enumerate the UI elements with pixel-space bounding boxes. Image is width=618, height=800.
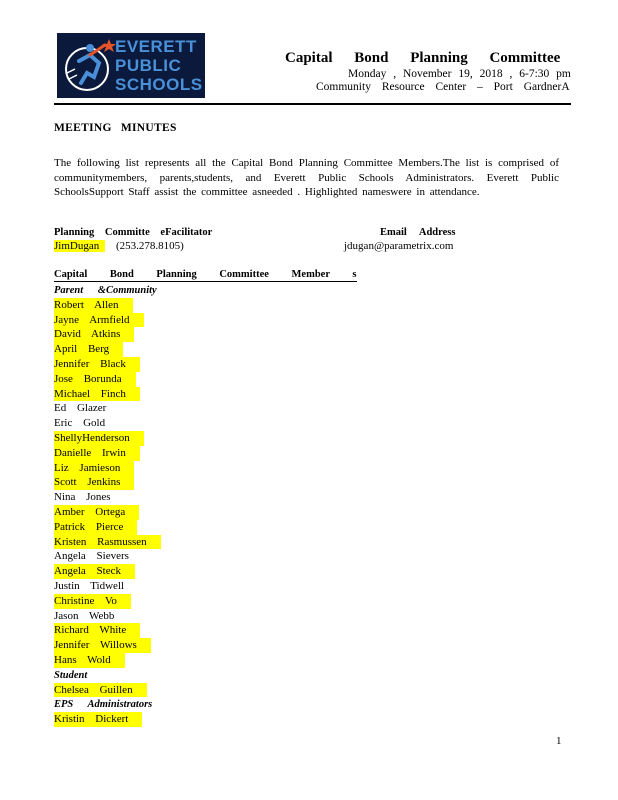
list-item xyxy=(54,609,161,624)
member-name: Chelsea Guillen xyxy=(54,683,147,698)
facilitator-name: JimDugan xyxy=(54,240,105,252)
member-name: Danielle Irwin xyxy=(54,446,140,461)
member-name: Jose Borunda xyxy=(54,372,136,387)
member-name: Nina Jones xyxy=(54,491,111,504)
group-label: EPS Administrators xyxy=(54,699,153,711)
list-item xyxy=(54,327,161,342)
member-name: Angela Sievers xyxy=(54,550,129,563)
member-name: Jennifer Willows xyxy=(54,638,151,653)
logo-wordmark: EVERETT PUBLIC SCHOOLS xyxy=(115,37,203,94)
member-name: Kristen Rasmussen xyxy=(54,535,161,550)
member-name: David Atkins xyxy=(54,327,134,342)
list-item xyxy=(54,594,161,609)
member-name: ShellyHenderson xyxy=(54,431,144,446)
member-name: Christine Vo xyxy=(54,594,131,609)
section-title: MEETING MINUTES xyxy=(54,122,177,134)
member-group-heading xyxy=(54,697,161,712)
document-title: Capital Bond Planning Committee xyxy=(285,50,561,66)
member-name: Amber Ortega xyxy=(54,505,139,520)
list-item xyxy=(54,357,161,372)
members-header: Capital Bond Planning Committee Member s xyxy=(54,269,357,280)
member-name: Kristin Dickert xyxy=(54,712,142,727)
facilitator-header: Planning Committe eFacilitator xyxy=(54,227,213,238)
list-item xyxy=(54,431,161,446)
list-item xyxy=(54,564,161,579)
facilitator-phone: (253.278.8105) xyxy=(116,240,184,252)
list-item xyxy=(54,475,161,490)
member-name: Liz Jamieson xyxy=(54,461,134,476)
list-item xyxy=(54,342,161,357)
facilitator-email: jdugan@parametrix.com xyxy=(344,240,454,252)
list-item xyxy=(54,549,161,564)
member-name: Richard White xyxy=(54,623,140,638)
list-item xyxy=(54,653,161,668)
everett-public-schools-logo xyxy=(57,33,205,98)
meeting-location: Community Resource Center – Port GardnerA xyxy=(316,81,570,93)
list-item xyxy=(54,446,161,461)
member-name: Michael Finch xyxy=(54,387,140,402)
list-item xyxy=(54,401,161,416)
list-item xyxy=(54,505,161,520)
header-divider xyxy=(54,103,571,105)
member-name: Hans Wold xyxy=(54,653,125,668)
member-name: Jason Webb xyxy=(54,609,115,622)
member-name: Jayne Armfield xyxy=(54,313,144,328)
member-name: Robert Allen xyxy=(54,298,133,313)
group-label: Parent &Community xyxy=(54,285,157,296)
list-item xyxy=(54,579,161,594)
meeting-date: Monday , November 19, 2018 , 6-7:30 pm xyxy=(348,68,571,80)
list-item xyxy=(54,712,161,727)
intro-paragraph: The following list represents all the Capital Bond Planning Committee Members.The list is comprised of communitymembers, parents,students, and Everett Public Schools Administrators. Everett Public SchoolsSupport Staff assist the committee asneeded . Highlighted nameswere in attendance. xyxy=(54,157,559,199)
member-name: Patrick Pierce xyxy=(54,520,137,535)
members-list xyxy=(54,283,161,727)
member-name: Justin Tidwell xyxy=(54,579,125,592)
member-group-heading xyxy=(54,283,161,298)
list-item xyxy=(54,683,161,698)
list-item xyxy=(54,490,161,505)
list-item xyxy=(54,535,161,550)
email-header: Email Address xyxy=(380,227,456,238)
list-item xyxy=(54,520,161,535)
group-label: Student xyxy=(54,669,88,681)
logo-figure-icon xyxy=(57,33,117,98)
member-name: April Berg xyxy=(54,342,123,357)
list-item xyxy=(54,298,161,313)
member-group-heading xyxy=(54,668,161,683)
member-name: Scott Jenkins xyxy=(54,475,134,490)
member-name: Eric Gold xyxy=(54,417,106,430)
list-item xyxy=(54,623,161,638)
member-name: Jennifer Black xyxy=(54,357,140,372)
list-item xyxy=(54,416,161,431)
page-number: 1 xyxy=(556,735,562,747)
member-name: Angela Steck xyxy=(54,564,135,579)
list-item xyxy=(54,461,161,476)
list-item xyxy=(54,313,161,328)
member-name: Ed Glazer xyxy=(54,402,107,415)
list-item xyxy=(54,372,161,387)
list-item xyxy=(54,387,161,402)
list-item xyxy=(54,638,161,653)
